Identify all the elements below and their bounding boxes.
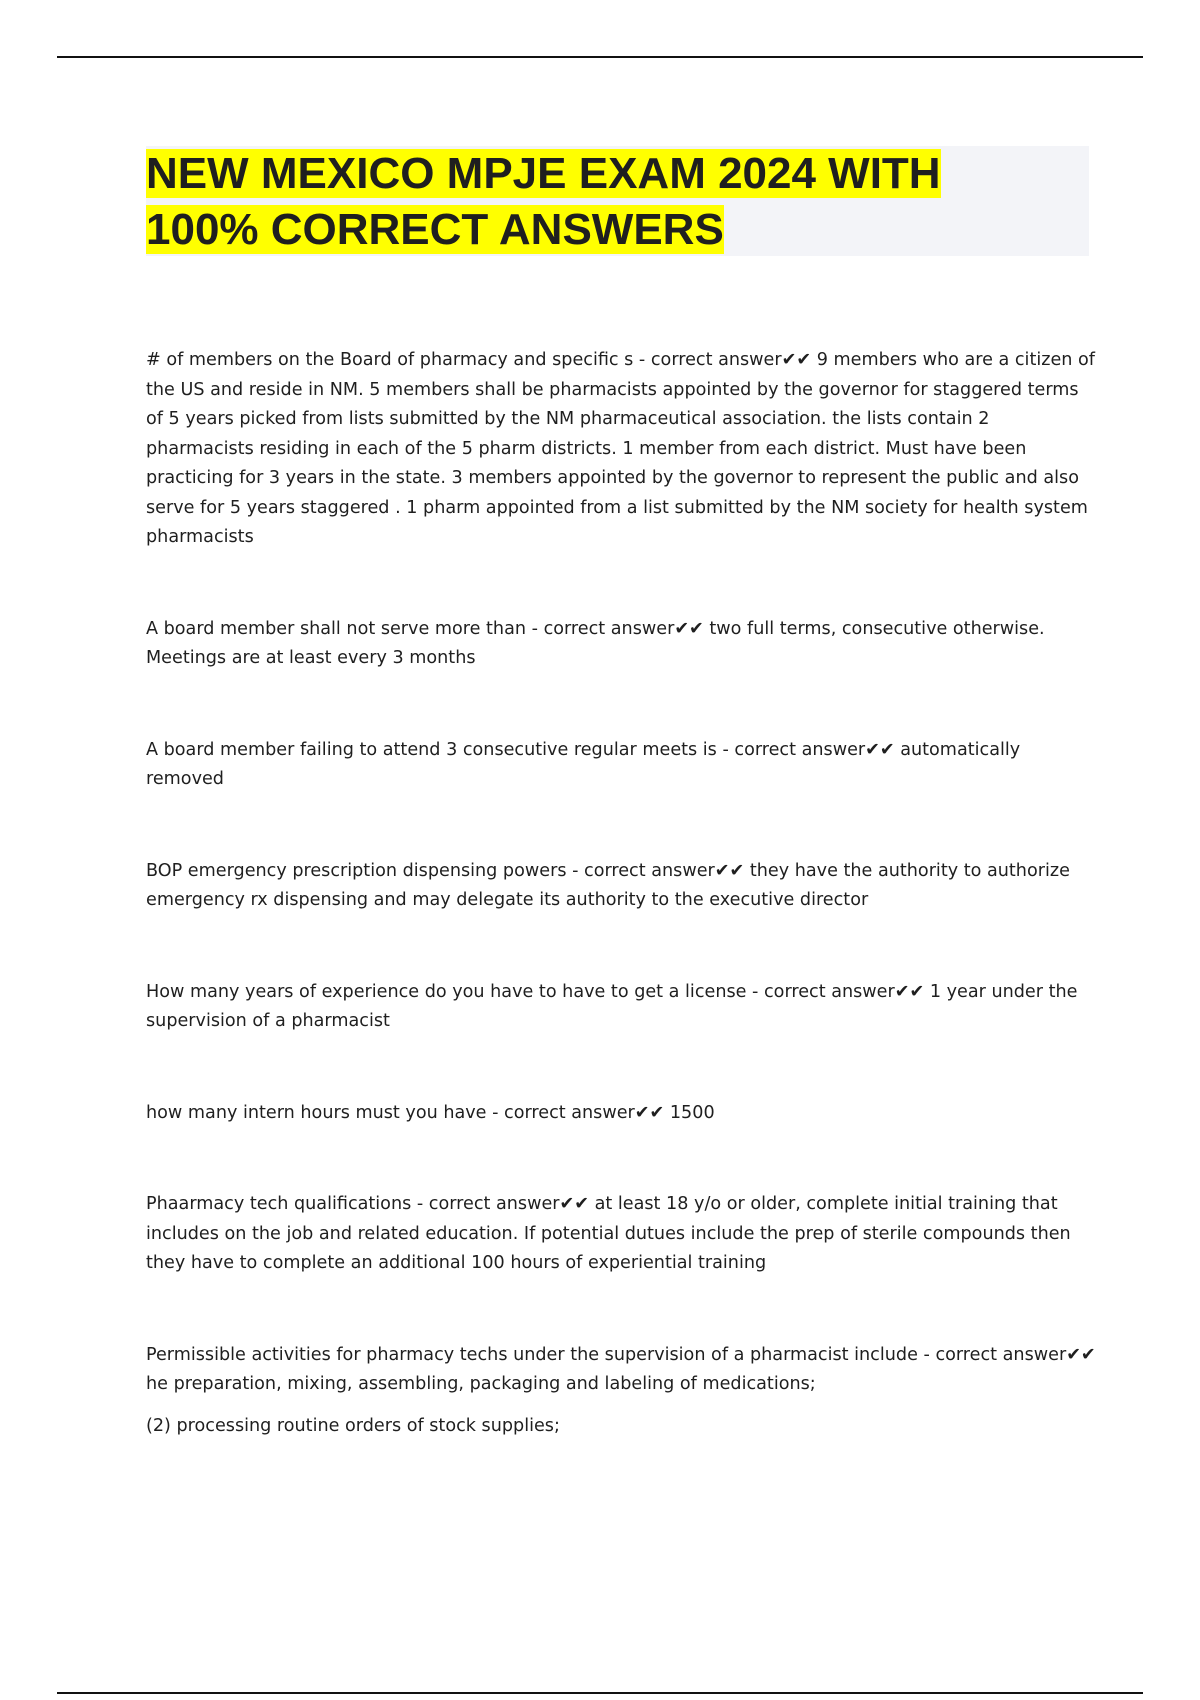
answer-separator: - correct answer [746,981,895,1002]
double-check-icon: ✔✔ [865,739,895,760]
qa-item [146,1099,1096,1129]
qa-list [146,346,1096,1441]
double-check-icon: ✔✔ [634,1102,665,1123]
document-title [146,146,1089,258]
question-text: how many intern hours must you have [146,1102,487,1123]
qa-item [146,1341,1096,1400]
answer-text: he preparation, mixing, assembling, packaging and labeling of medications; [146,1374,816,1394]
list-continuation: (2) processing routine orders of stock supplies; [146,1415,560,1436]
answer-text: 1 year under the supervision of a pharmacist [146,981,1078,1031]
answer-separator: - correct answer [633,350,782,370]
answer-text: at least 18 y/o or older, complete initial training that includes on the job and related education. If potential dutues include the prep of sterile compounds then they have to complete an additional 100 hours of experiential training [146,1194,1071,1273]
qa-item [146,615,1096,674]
answer-text: 1500 [664,1102,715,1123]
question-text: # of members on the Board of pharmacy and specific s [146,350,634,370]
question-text: Permissible activities for pharmacy techs under the supervision of a pharmacist include [146,1344,918,1365]
answer-text: 9 members who are a citizen of the US and reside in NM. 5 members shall be pharmacists appointed by the governor for staggered terms of 5 years picked from lists submitted by the NM pharmaceutical association. the lists contain 2 pharmacists residing in each of the 5 pharm districts. 1 member from each district. Must have been practicing for 3 years in the state. 3 members appointed by the governor to represent the public and also serve for 5 years staggered . 1 pharm appointed from a list submitted by the NM society for health system pharmacists [146,350,1095,547]
question-text: A board member shall not serve more than [146,618,527,639]
answer-separator: - correct answer [411,1194,560,1214]
double-check-icon: ✔✔ [714,860,745,881]
question-text: A board member failing to attend 3 consecutive regular meets is [146,739,717,760]
title-block [146,146,1089,256]
double-check-icon: ✔✔ [894,981,925,1002]
answer-separator: - correct answer [486,1102,635,1123]
qa-item [146,346,1096,553]
answer-separator: - correct answer [917,1344,1067,1365]
title-line-1: NEW MEXICO MPJE EXAM 2024 WITH [146,149,941,198]
double-check-icon: ✔✔ [559,1194,590,1214]
answer-separator: - correct answer [716,739,866,760]
double-check-icon: ✔✔ [1066,1344,1096,1365]
qa-item [146,978,1096,1037]
double-check-icon: ✔✔ [674,618,704,639]
double-check-icon: ✔✔ [781,350,812,370]
answer-text: they have the authority to authorize emergency rx dispensing and may delegate its authority to the executive director [146,860,1070,910]
qa-item [146,736,1096,795]
answer-separator: - correct answer [526,618,675,639]
question-text: How many years of experience do you have to have to get a license [146,981,747,1002]
qa-item [146,857,1096,916]
title-line-2: 100% CORRECT ANSWERS [146,205,724,254]
question-text: BOP emergency prescription dispensing powers [146,860,567,881]
answer-text: automatically removed [146,739,1021,789]
question-text: Phaarmacy tech qualifications [146,1194,412,1214]
bottom-divider [57,1692,1143,1694]
answer-separator: - correct answer [566,860,715,881]
answer-text: two full terms, consecutive otherwise. Meetings are at least every 3 months [146,618,1045,668]
qa-item [146,1190,1096,1279]
top-divider [57,56,1143,58]
